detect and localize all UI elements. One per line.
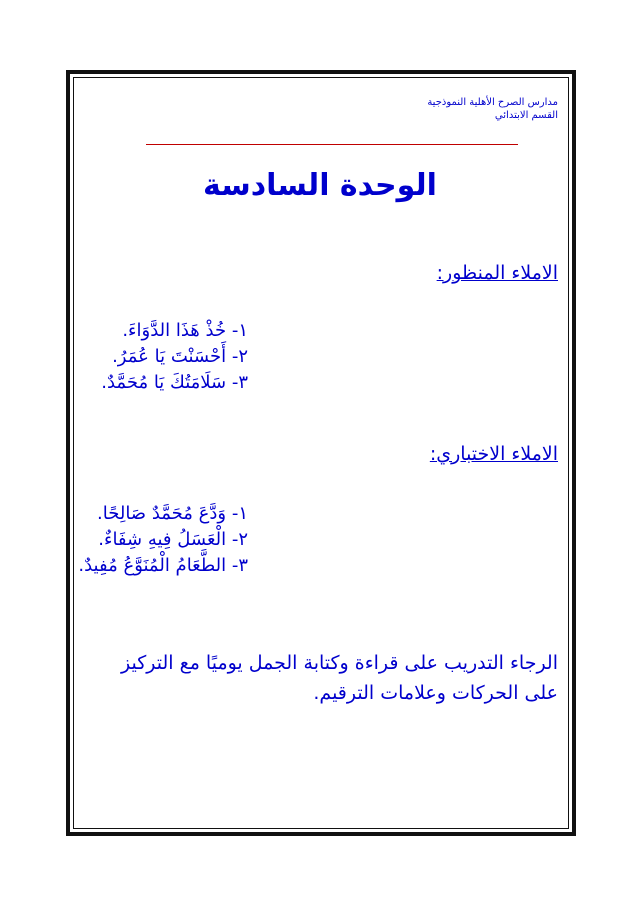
seen-sentence-1: ١- خُذْ هَذَا الدَّوَاءَ. xyxy=(122,320,248,341)
school-header xyxy=(427,96,558,122)
test-sentence-1: ١- وَدَّعَ مُحَمَّدٌ صَالِحًا. xyxy=(97,503,248,524)
test-dictation-list xyxy=(78,501,248,579)
seen-sentence-2: ٢- أَحْسَنْتَ يَا عُمَرُ. xyxy=(112,346,248,367)
header-divider xyxy=(146,144,518,145)
test-sentence-3: ٣- الطَّعَامُ الْمُنَوَّعُ مُفِيدٌ. xyxy=(78,555,248,576)
department-name: القسم الابتدائي xyxy=(494,110,558,121)
test-dictation-heading: الاملاء الاختباري: xyxy=(429,443,558,465)
practice-note-line-2: على الحركات وعلامات الترقيم. xyxy=(313,682,558,704)
test-sentence-2: ٢- الْعَسَلُ فِيهِ شِفَاءٌ. xyxy=(98,529,248,550)
seen-sentence-3: ٣- سَلَامَتُكَ يَا مُحَمَّدٌ. xyxy=(101,372,248,393)
school-name: مدارس الصرح الأهلية النموذجية xyxy=(427,97,558,108)
seen-dictation-list xyxy=(101,318,248,396)
practice-note-line-1: الرجاء التدريب على قراءة وكتابة الجمل يوميًا مع التركيز xyxy=(121,652,558,674)
practice-note xyxy=(121,648,558,708)
unit-title: الوحدة السادسة xyxy=(203,168,437,203)
seen-dictation-heading: الاملاء المنظور: xyxy=(436,262,558,284)
